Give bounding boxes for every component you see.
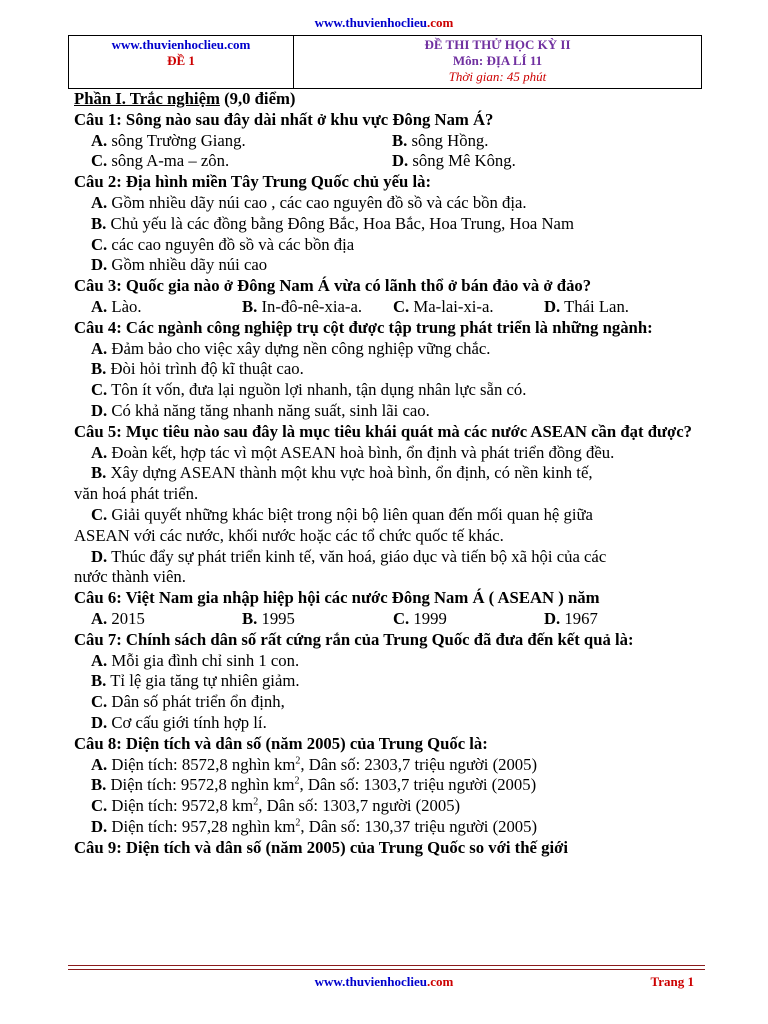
option-label: D. (91, 255, 108, 275)
option-label: C. (91, 692, 108, 712)
q2-option-d: Gồm nhiều dãy núi cao (111, 255, 268, 275)
option-label: A. (91, 296, 108, 316)
header-right-cell (294, 36, 702, 89)
option-label: C. (393, 296, 410, 316)
option-label: B. (392, 130, 408, 150)
q4-option-a-line (74, 339, 706, 360)
option-label: A. (91, 650, 108, 670)
question-1: Câu 1: Sông nào sau đây dài nhất ở khu vực Đông Nam Á? (74, 109, 494, 129)
q8-option-b-line (74, 775, 706, 796)
q8-option-c-area: Diện tích: 9572,8 km (111, 796, 254, 816)
q4-option-d-line (74, 401, 706, 422)
exam-title: ĐỀ THI THỬ HỌC KỲ II (424, 37, 571, 52)
option-label: A. (91, 130, 108, 150)
q7-option-c-line (74, 692, 706, 713)
option-label: C. (393, 608, 410, 628)
q5-option-d-cont: nước thành viên. (74, 567, 186, 587)
option-label: A. (91, 608, 108, 628)
option-label: B. (242, 296, 258, 316)
q8-option-a-pop: , Dân số: 2303,7 triệu người (2005) (300, 754, 538, 774)
q7-option-b-line (74, 671, 706, 692)
part-heading (74, 89, 706, 110)
q6-options (74, 609, 706, 630)
q6-option-b: 1995 (261, 608, 295, 628)
q2-option-b-line (74, 214, 706, 235)
exam-code: ĐỀ 1 (167, 53, 195, 68)
option-label: C. (91, 380, 108, 400)
q6-option-a: 2015 (111, 608, 145, 628)
header-left-cell (69, 36, 294, 89)
q8-option-d-area: Diện tích: 957,28 nghìn km (111, 816, 296, 836)
superscript: 2 (295, 817, 301, 829)
q3-option-c: Ma-lai-xi-a. (413, 296, 494, 316)
q3-options (74, 297, 706, 318)
q4-option-a: Đảm bảo cho việc xây dựng nền công nghiệp vững chắc. (111, 338, 491, 358)
q1-option-b: sông Hồng. (411, 130, 489, 150)
q7-option-c: Dân số phát triển ổn định, (111, 692, 285, 712)
q8-option-c-pop: , Dân số: 1303,7 người (2005) (258, 796, 461, 816)
footer-rule-thick (68, 965, 705, 966)
q5-option-a: Đoàn kết, hợp tác vì một ASEAN hoà bình, ổn định và phát triển đồng đều. (111, 442, 615, 462)
q4-option-d: Có khả năng tăng nhanh năng suất, sinh lãi cao. (111, 400, 430, 420)
q1-options-row1 (74, 131, 706, 152)
footer-site-tld: .com (426, 974, 454, 989)
q4-option-b: Đòi hỏi trình độ kĩ thuật cao. (110, 359, 304, 379)
question-2: Câu 2: Địa hình miền Tây Trung Quốc chủ yếu là: (74, 172, 431, 192)
q7-option-d: Cơ cấu giới tính hợp lí. (111, 712, 267, 732)
option-label: C. (91, 796, 108, 816)
option-label: B. (91, 775, 107, 795)
footer-site-main: www.thuvienhoclieu (314, 974, 427, 989)
q1-options-row2 (74, 151, 706, 172)
q2-option-a: Gồm nhiều dãy núi cao , các cao nguyên đồ sồ và các bồn địa. (111, 192, 527, 212)
option-label: C. (91, 504, 108, 524)
top-site-link[interactable] (0, 15, 768, 31)
q7-option-a-line (74, 651, 706, 672)
q3-option-d: Thái Lan. (564, 296, 629, 316)
q2-option-d-line (74, 255, 706, 276)
option-label: A. (91, 442, 108, 462)
q7-option-d-line (74, 713, 706, 734)
q5-option-c-line (74, 505, 706, 526)
q3-option-a: Lào. (111, 296, 142, 316)
q2-option-a-line (74, 193, 706, 214)
option-label: D. (91, 400, 108, 420)
q6-option-d: 1967 (564, 608, 598, 628)
q8-option-b-area: Diện tích: 9572,8 nghìn km (110, 775, 295, 795)
q4-option-b-line (74, 359, 706, 380)
q8-option-b-pop: , Dân số: 1303,7 triệu người (2005) (299, 775, 537, 795)
exam-time: Thời gian: 45 phút (448, 69, 547, 84)
option-label: C. (91, 234, 108, 254)
option-label: B. (91, 671, 107, 691)
option-label: B. (242, 608, 258, 628)
q1-option-a: sông Trường Giang. (111, 130, 246, 150)
top-site-tld: .com (426, 15, 454, 30)
q4-option-c-line (74, 380, 706, 401)
option-label: D. (91, 816, 108, 836)
q5-option-b-line (74, 463, 706, 484)
question-8: Câu 8: Diện tích và dân số (năm 2005) của Trung Quốc là: (74, 733, 488, 753)
top-site-main: www.thuvienhoclieu (314, 15, 427, 30)
question-3: Câu 3: Quốc gia nào ở Đông Nam Á vừa có lãnh thổ ở bán đảo và ở đảo? (74, 276, 592, 296)
q8-option-a-line (74, 755, 706, 776)
q2-option-b: Chủ yếu là các đồng bằng Đông Bắc, Hoa Bắc, Hoa Trung, Hoa Nam (110, 213, 574, 233)
exam-content (74, 89, 706, 858)
option-label: B. (91, 359, 107, 379)
q5-option-c-part1: Giải quyết những khác biệt trong nội bộ liên quan đến mối quan hệ giữa (111, 504, 593, 524)
option-label: D. (91, 546, 108, 566)
option-label: A. (91, 754, 108, 774)
option-label: D. (392, 151, 409, 171)
option-label: D. (544, 608, 561, 628)
q3-option-b: In-đô-nê-xia-a. (261, 296, 363, 316)
q2-option-c-line (74, 235, 706, 256)
q5-option-c-cont: ASEAN với các nước, khối nước hoặc các tổ chức quốc tế khác. (74, 525, 504, 545)
superscript: 2 (253, 796, 259, 808)
q5-option-d-part1: Thúc đẩy sự phát triển kinh tế, văn hoá, giáo dục và tiến bộ xã hội của các (111, 546, 607, 566)
header-site[interactable]: www.thuvienhoclieu.com (111, 37, 251, 52)
question-7: Câu 7: Chính sách dân số rất cứng rắn của Trung Quốc đã đưa đến kết quả là: (74, 629, 634, 649)
q7-option-b: Tỉ lệ gia tăng tự nhiên giảm. (110, 671, 300, 691)
q8-option-c-line (74, 796, 706, 817)
option-label: B. (91, 463, 107, 483)
option-label: C. (91, 151, 108, 171)
q5-option-d-line (74, 547, 706, 568)
page-number: Trang 1 (650, 974, 694, 989)
superscript: 2 (295, 754, 301, 766)
question-9: Câu 9: Diện tích và dân số (năm 2005) của Trung Quốc so với thế giới (74, 837, 568, 857)
q4-option-c: Tôn ít vốn, đưa lại nguồn lợi nhanh, tận dụng nhân lực sẵn có. (111, 380, 527, 400)
question-4: Câu 4: Các ngành công nghiệp trụ cột được tập trung phát triển là những ngành: (74, 317, 653, 337)
q8-option-d-pop: , Dân số: 130,37 triệu người (2005) (300, 816, 538, 836)
option-label: B. (91, 213, 107, 233)
option-label: D. (91, 712, 108, 732)
q7-option-a: Mỗi gia đình chỉ sinh 1 con. (111, 650, 300, 670)
q5-option-b-part1: Xây dựng ASEAN thành một khu vực hoà bình, ổn định, có nền kinh tế, (110, 463, 593, 483)
question-6: Câu 6: Việt Nam gia nhập hiệp hội các nước Đông Nam Á ( ASEAN ) năm (74, 588, 600, 608)
q5-option-a-line (74, 443, 706, 464)
q6-option-c: 1999 (413, 608, 447, 628)
q5-option-b-cont: văn hoá phát triển. (74, 484, 199, 504)
q1-option-d: sông Mê Kông. (412, 151, 516, 171)
exam-header-table (68, 35, 702, 89)
part-points: (9,0 điểm) (219, 89, 296, 108)
q1-option-c: sông A-ma – zôn. (111, 151, 230, 171)
q2-option-c: các cao nguyên đồ sồ và các bồn địa (111, 234, 355, 254)
option-label: D. (544, 296, 561, 316)
q8-option-d-line (74, 817, 706, 838)
superscript: 2 (294, 775, 300, 787)
q8-option-a-area: Diện tích: 8572,8 nghìn km (111, 754, 296, 774)
option-label: A. (91, 338, 108, 358)
question-5: Câu 5: Mục tiêu nào sau đây là mục tiêu khái quát mà các nước ASEAN cần đạt được? (74, 421, 692, 441)
part-title: Phần I. Trắc nghiệm (74, 89, 220, 108)
footer-rule-thin (68, 969, 705, 970)
exam-subject: Môn: ĐỊA LÍ 11 (452, 53, 543, 68)
option-label: A. (91, 192, 108, 212)
